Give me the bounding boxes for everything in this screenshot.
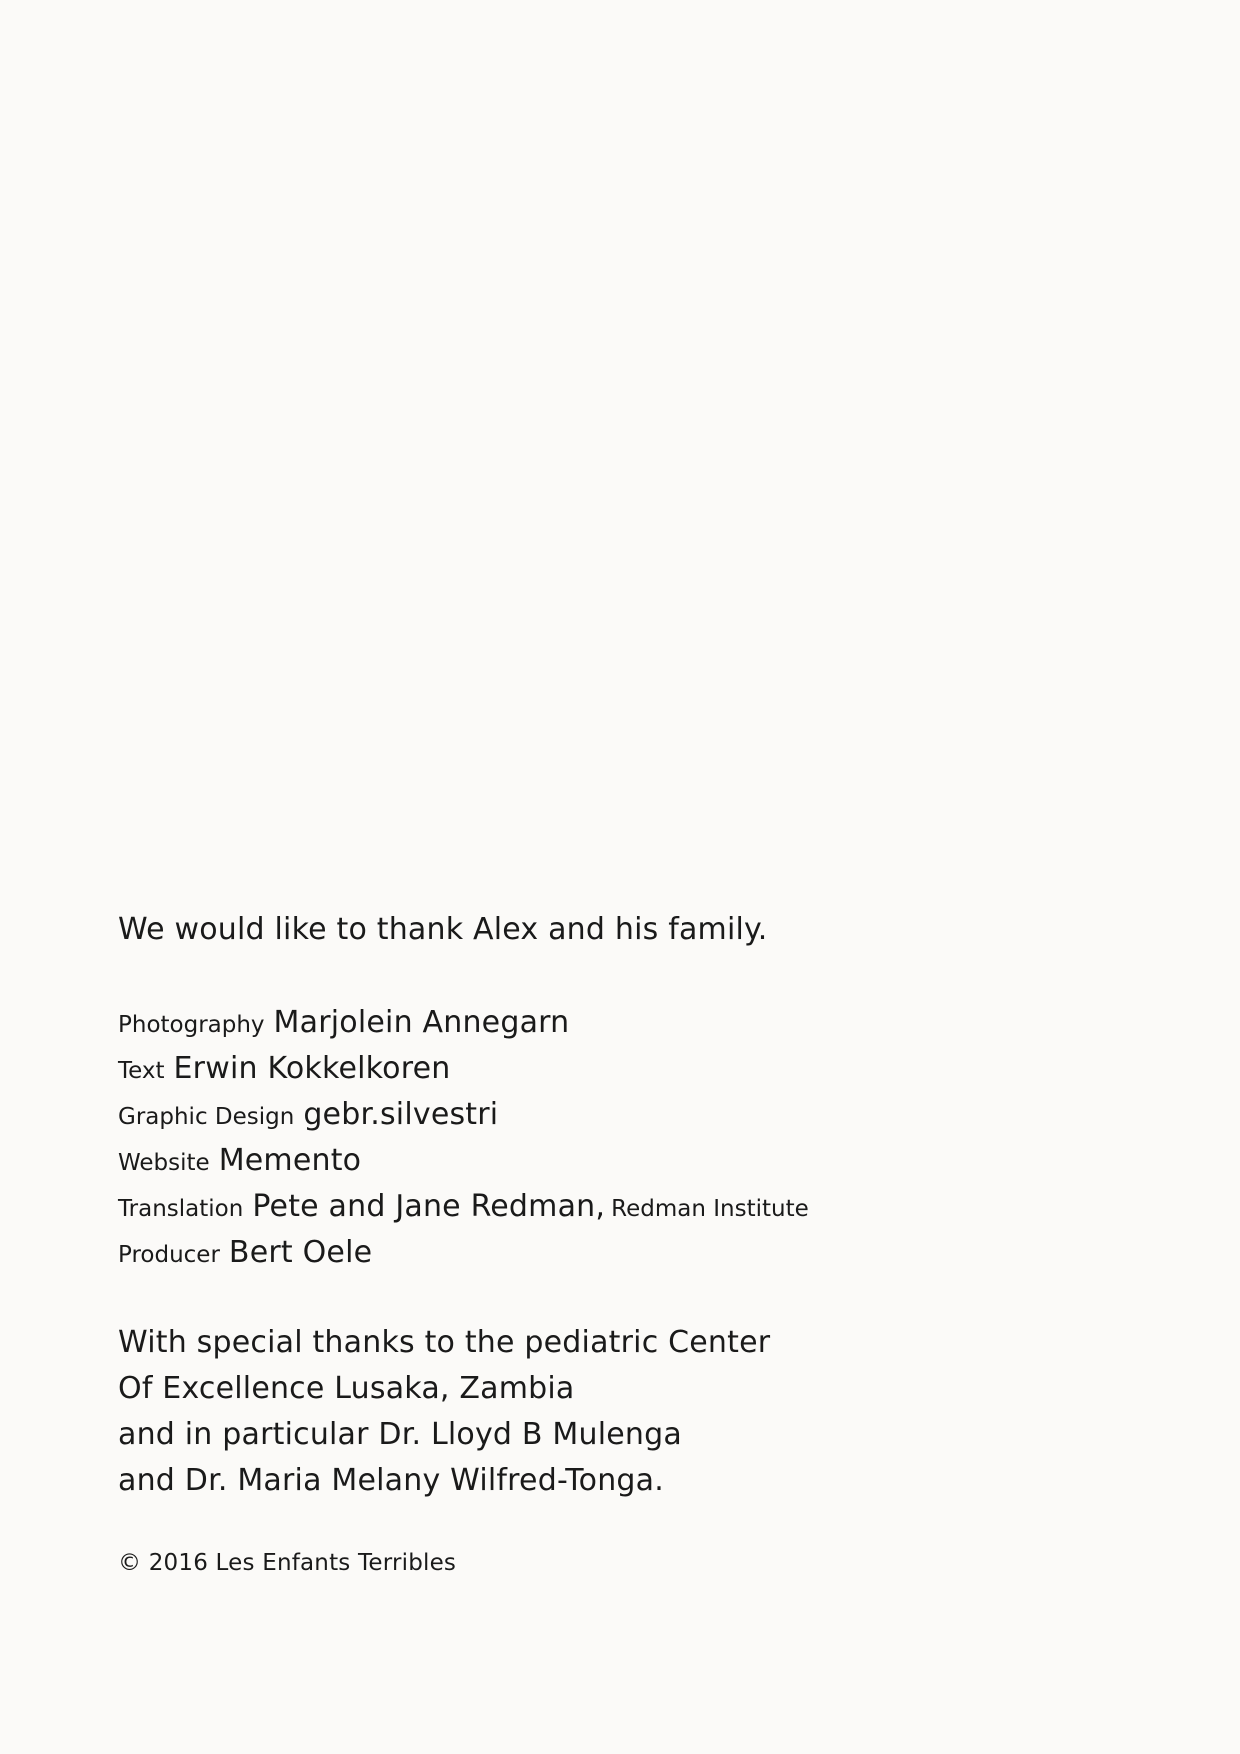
special-thanks-line: and Dr. Maria Melany Wilfred-Tonga. [118,1463,664,1498]
credit-role: Graphic Design [118,1104,295,1130]
copyright-notice: © 2016 Les Enfants Terribles [118,1550,457,1576]
credit-name: Bert Oele [228,1235,373,1270]
credit-name: gebr.silvestri [303,1097,499,1132]
credit-graphic-design [118,1092,1118,1138]
special-thanks-line: With special thanks to the pediatric Center [118,1325,771,1360]
credit-role: Translation [118,1196,244,1222]
credit-affiliation: Redman Institute [611,1196,809,1222]
credit-photography [118,1000,1118,1046]
credit-name: Pete and Jane Redman, [252,1189,606,1224]
credit-website [118,1138,1118,1184]
credits-list [118,1000,1118,1276]
credit-text [118,1046,1118,1092]
special-thanks [118,1320,1118,1504]
credit-name: Marjolein Annegarn [273,1005,570,1040]
credit-role: Producer [118,1242,220,1268]
credit-name: Memento [218,1143,362,1178]
credit-producer [118,1230,1118,1276]
special-thanks-line: Of Excellence Lusaka, Zambia [118,1371,575,1406]
credit-role: Photography [118,1012,265,1038]
credit-role: Text [118,1058,165,1084]
credit-name: Erwin Kokkelkoren [173,1051,451,1086]
colophon [118,910,1118,1578]
special-thanks-line: and in particular Dr. Lloyd B Mulenga [118,1417,682,1452]
thanks-line: We would like to thank Alex and his family. [118,912,768,947]
credit-translation [118,1184,1118,1230]
credit-role: Website [118,1150,210,1176]
